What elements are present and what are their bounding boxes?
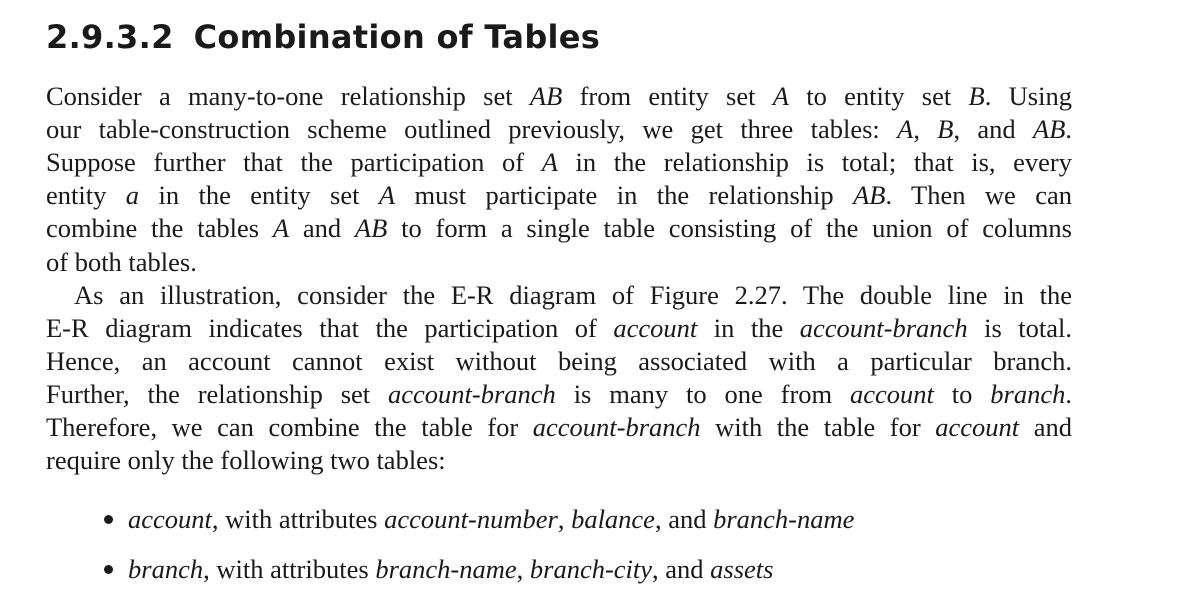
paragraph-1-line [46, 179, 1072, 212]
text-run: entity [46, 180, 126, 211]
text-run: to entity set [788, 81, 969, 111]
text-run: in the relationship is total; that is, every [557, 147, 1072, 178]
bullet-icon [104, 515, 113, 524]
italic-term: branch [990, 378, 1066, 409]
italic-term: A [772, 81, 789, 111]
text-run: , with attributes [211, 504, 385, 534]
paragraph-2-line [46, 444, 1072, 477]
text-run: our table-construction scheme outlined previously, we get three tables: [46, 114, 898, 145]
italic-term: AB [354, 213, 388, 244]
text-run: Hence, an account cannot exist without being associated with a particular branch. [46, 345, 1072, 376]
text-run: . [1065, 378, 1072, 409]
italic-term: account [850, 378, 934, 409]
text-run: As an illustration, consider the E-R diagram of Figure 2.27. The double line in the [74, 279, 1072, 310]
text-run: is many to one from [555, 378, 851, 409]
paragraph-1-line [46, 246, 1072, 279]
text-run: with the table for [700, 412, 936, 442]
paragraph-1-line [46, 212, 1072, 245]
section-number: 2.9.3.2 [46, 18, 174, 56]
text-run: is total. [967, 312, 1072, 343]
text-run: must participate in the relationship [395, 180, 854, 211]
text-run: of both tables. [46, 246, 197, 277]
text-run: . Then we can [885, 180, 1072, 211]
text-run: E-R diagram indicates that the participation of [46, 312, 614, 343]
bullet-icon [104, 565, 113, 574]
italic-term: A [541, 147, 558, 178]
italic-term: B [937, 114, 954, 145]
italic-term: balance [571, 504, 655, 534]
italic-term: account [935, 412, 1020, 442]
italic-term: account-number [384, 504, 558, 534]
text-run: , and [953, 114, 1034, 145]
text-run: in the [697, 312, 800, 343]
text-run: , with attributes [203, 554, 376, 584]
text-run: require only the following two tables: [46, 445, 446, 476]
italic-term: B [968, 81, 985, 111]
paragraph-2-line [46, 345, 1072, 378]
text-run: in the entity set [139, 180, 379, 211]
italic-term: AB [853, 180, 886, 211]
text-run: , [557, 504, 572, 534]
italic-term: account-branch [388, 378, 556, 409]
italic-term: account [128, 504, 212, 534]
text-run: , and [652, 554, 711, 584]
section-heading [46, 18, 600, 56]
bullet-item [104, 553, 774, 586]
italic-term: a [125, 180, 140, 211]
italic-term: branch [128, 554, 204, 584]
paragraph-1-line [46, 146, 1072, 179]
paragraph-2-line [46, 378, 1072, 411]
paragraph-2-line [74, 279, 1072, 312]
text-run: and [1019, 412, 1073, 442]
italic-term: account [613, 312, 698, 343]
text-run: and [289, 213, 355, 244]
bullet-item [104, 503, 854, 536]
paragraph-2-line [46, 411, 1072, 444]
text-run: from entity set [562, 81, 773, 111]
text-run: , and [654, 504, 714, 534]
italic-term: account-branch [799, 312, 968, 343]
italic-term: AB [1033, 114, 1066, 145]
italic-term: A [378, 180, 396, 211]
text-run: , [913, 114, 938, 145]
italic-term: AB [529, 81, 563, 111]
paragraph-1-line [46, 80, 1072, 113]
italic-term: branch-name [713, 504, 855, 534]
text-run: combine the tables [46, 213, 273, 244]
text-run: , [516, 554, 530, 584]
text-run: Suppose further that the participation of [46, 147, 542, 178]
paragraph-1-line [46, 113, 1072, 146]
section-title: Combination of Tables [193, 18, 601, 56]
text-run: Therefore, we can combine the table for [46, 412, 533, 442]
paragraph-2-line [46, 312, 1072, 345]
text-run: to [933, 378, 991, 409]
text-run: . [1065, 114, 1073, 145]
text-run: Further, the relationship set [46, 378, 389, 409]
italic-term: branch-name [375, 554, 517, 584]
text-run: to form a single table consisting of the union of columns [387, 213, 1072, 244]
italic-term: A [897, 114, 914, 145]
italic-term: account-branch [532, 412, 701, 442]
italic-term: assets [710, 554, 774, 584]
text-run: . Using [984, 81, 1072, 111]
text-run: Consider a many-to-one relationship set [46, 81, 530, 111]
italic-term: A [272, 213, 290, 244]
italic-term: branch-city [529, 554, 653, 584]
